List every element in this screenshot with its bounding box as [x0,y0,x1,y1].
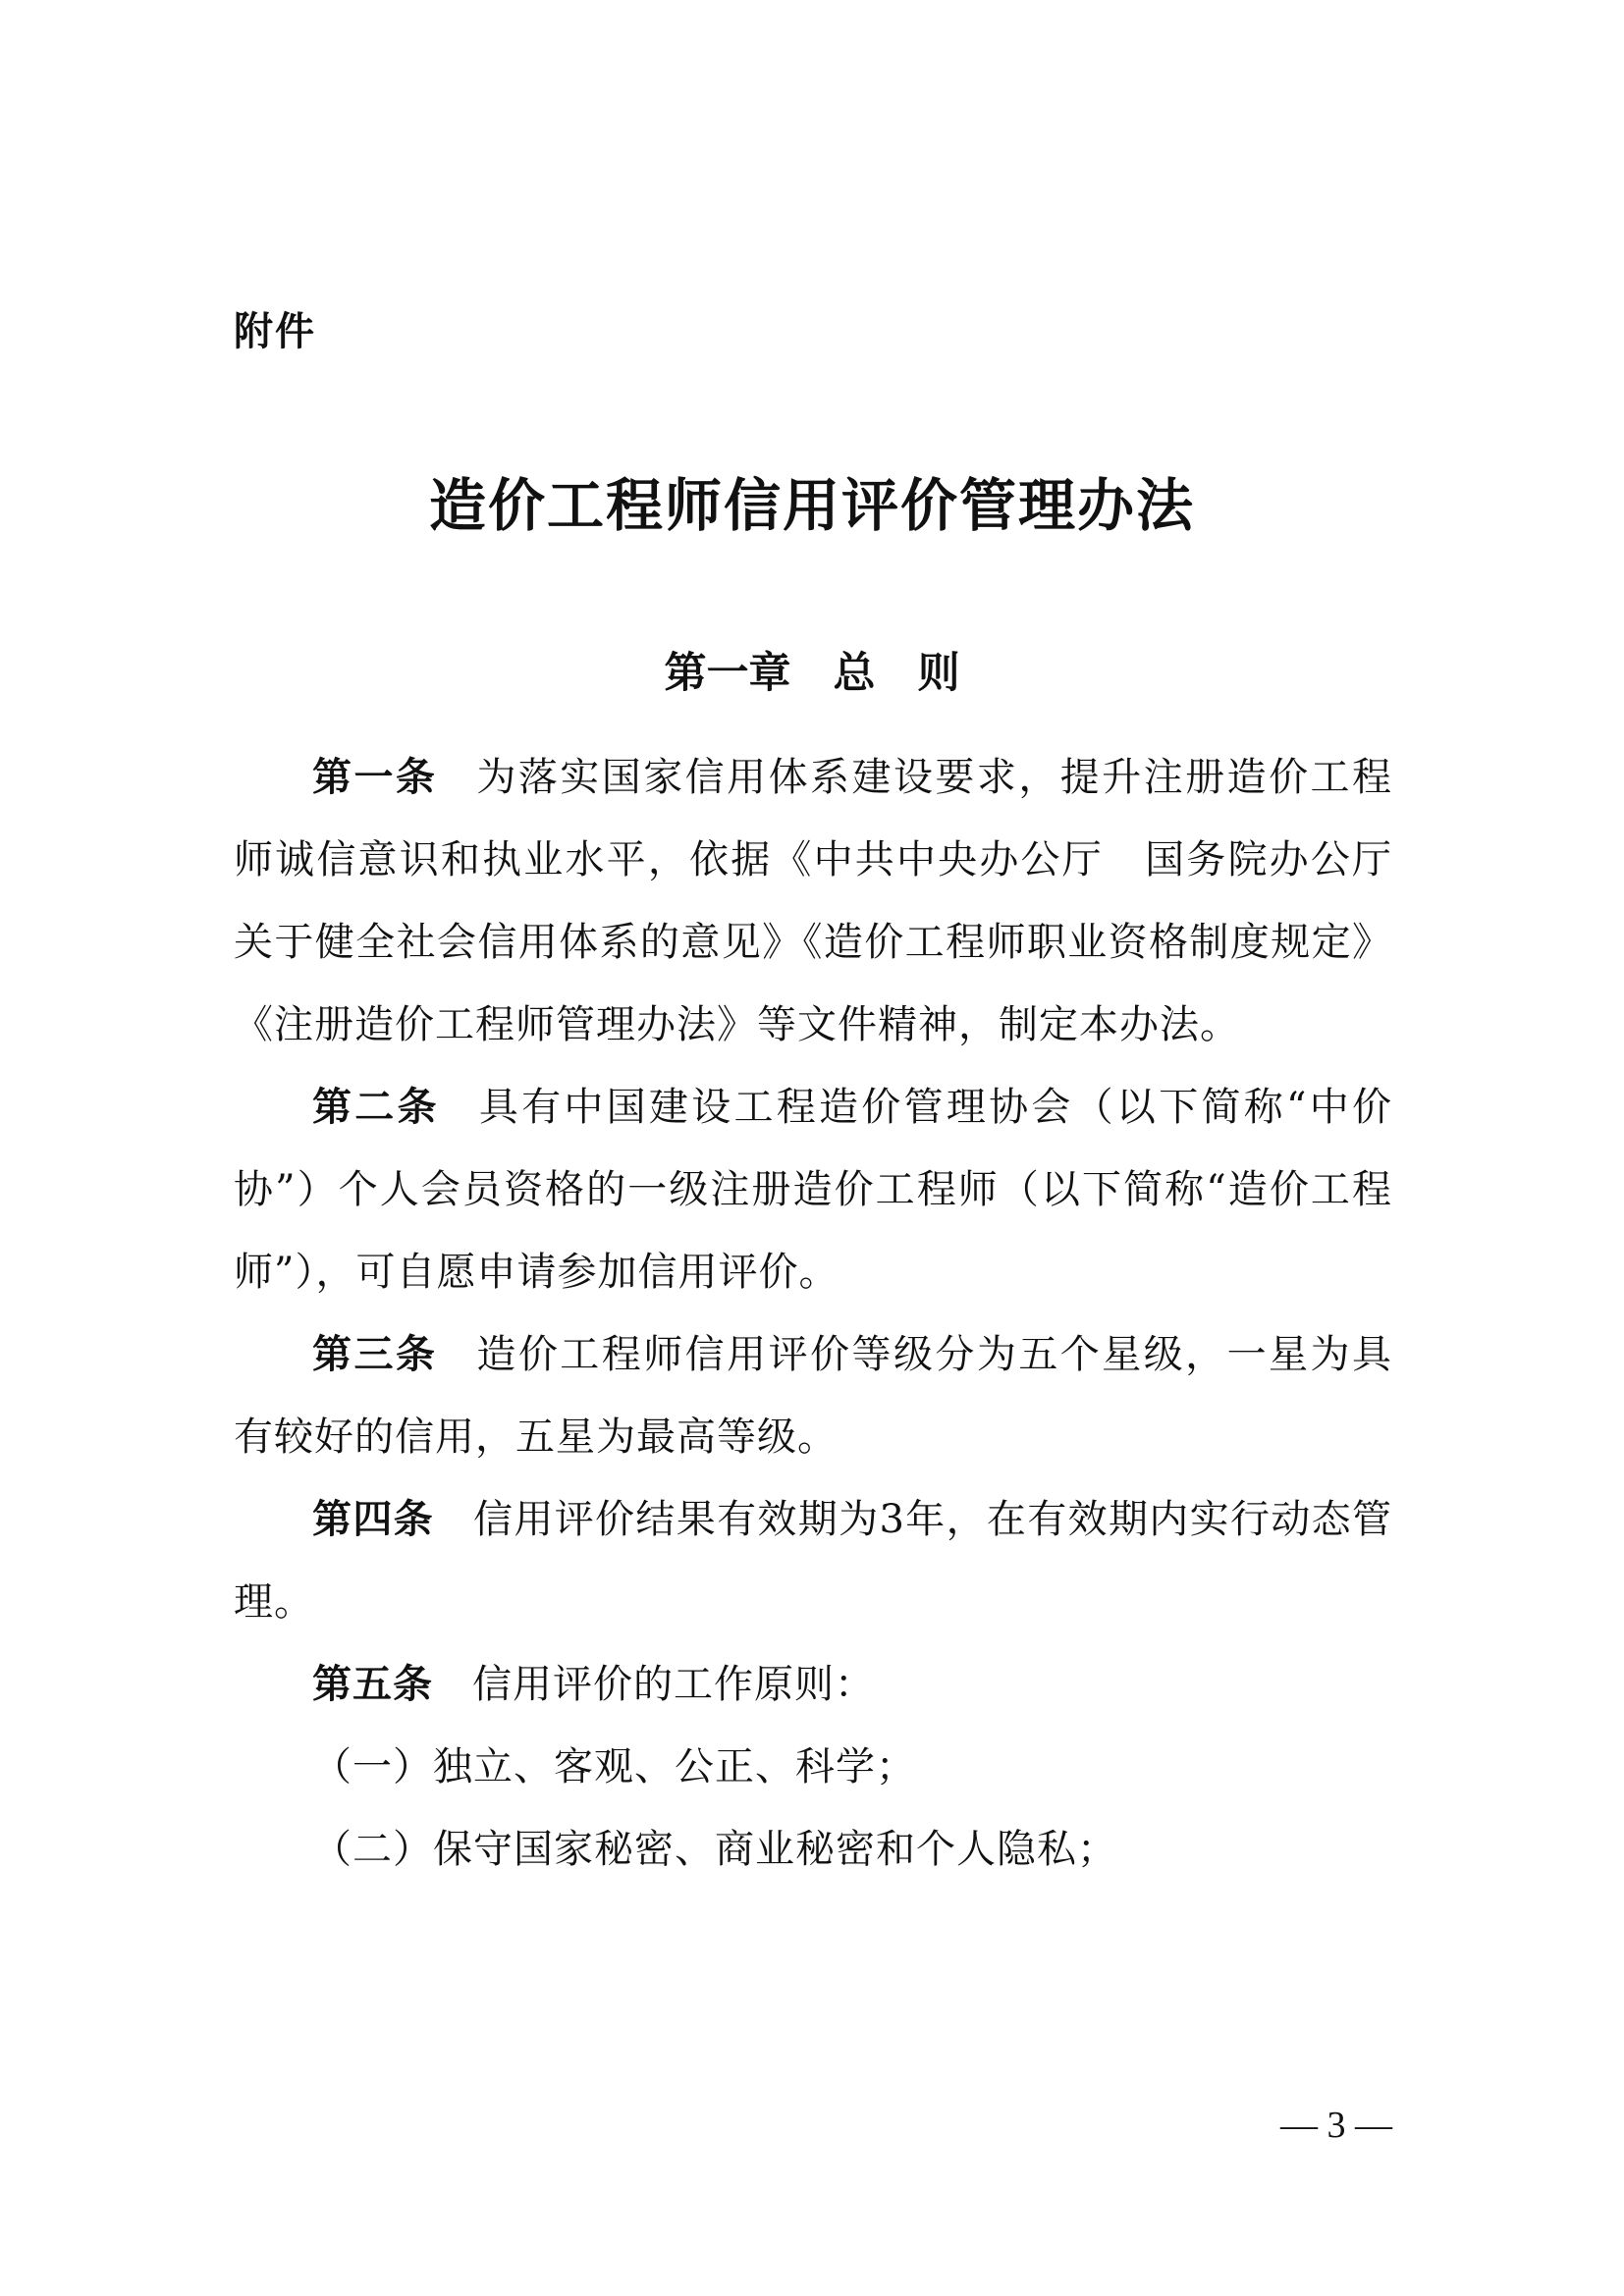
article-paragraph [234,1643,1392,1726]
article-number: 第四条 [312,1497,435,1542]
article-number: 第五条 [312,1662,433,1707]
page-number: — 3 — [1280,2105,1392,2146]
attachment-label: 附件 [234,309,316,354]
article-paragraph [234,1478,1392,1643]
document-title: 造价工程师信用评价管理办法 [428,472,1195,539]
article-text: 具有中国建设工程造价管理协会（以下简称“中价协”）个人会员资格的一级注册造价工程师（以下简称“造价工程师”），可自愿申请参加信用评价。 [234,1085,1393,1295]
article-text: 造价工程师信用评价等级分为五个星级，一星为具有较好的信用，五星为最高等级。 [234,1332,1392,1460]
article-paragraph [234,1313,1392,1478]
article-paragraph [234,1066,1392,1313]
article-paragraph [234,736,1392,1066]
article-number: 第二条 [312,1085,440,1130]
article-text: 信用评价结果有效期为3年，在有效期内实行动态管理。 [234,1497,1393,1625]
principle-item: （二）保守国家秘密、商业秘密和个人隐私； [312,1827,1117,1872]
article-text: 为落实国家信用体系建设要求，提升注册造价工程师诚信意识和执业水平，依据《中共中央办公厅 国务院办公厅关于健全社会信用体系的意见》《造价工程师职业资格制度规定》《注册造价工程师管理办法》等文件精神，制定本办法。 [234,755,1392,1047]
document-body [234,736,1392,1891]
chapter-heading: 第一章 总 则 [664,649,960,698]
principle-item: （一）独立、客观、公正、科学； [312,1744,916,1789]
article-number: 第一条 [312,755,438,800]
article-number: 第三条 [312,1332,438,1377]
article-text: 信用评价的工作原则： [472,1662,875,1707]
